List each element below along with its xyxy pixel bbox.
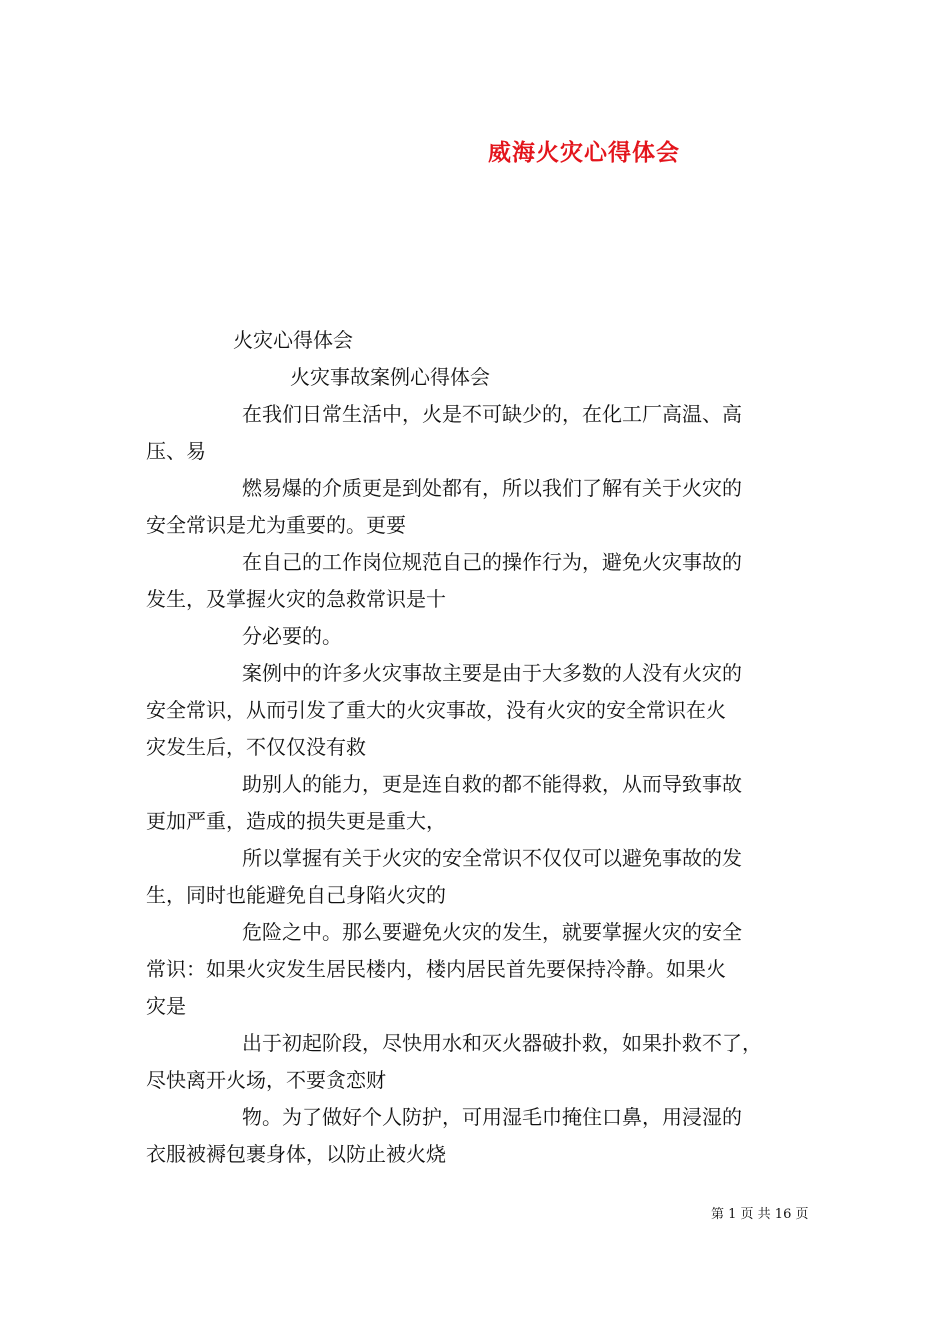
- document-body: [146, 322, 806, 1173]
- text-line: 在自己的工作岗位规范自己的操作行为，避免火灾事故的: [242, 550, 742, 574]
- page-number-footer: 第 1 页 共 16 页: [711, 1207, 809, 1222]
- text-line: 在我们日常生活中，火是不可缺少的，在化工厂高温、高: [242, 402, 742, 426]
- text-line: 燃易爆的介质更是到处都有，所以我们了解有关于火灾的: [242, 476, 742, 500]
- text-line: 更加严重，造成的损失更是重大，: [146, 809, 446, 833]
- text-line: 安全常识是尤为重要的。更要: [146, 513, 406, 537]
- text-line: 助别人的能力，更是连自救的都不能得救，从而导致事故: [242, 772, 742, 796]
- document-title: 威海火灾心得体会: [488, 139, 680, 166]
- text-line: 生，同时也能避免自己身陷火灾的: [146, 883, 446, 907]
- text-line: 所以掌握有关于火灾的安全常识不仅仅可以避免事故的发: [242, 846, 742, 870]
- text-line: 物。为了做好个人防护，可用湿毛巾掩住口鼻，用浸湿的: [242, 1105, 742, 1129]
- text-line: 安全常识，从而引发了重大的火灾事故，没有火灾的安全常识在火: [146, 698, 726, 722]
- section-subheading: 火灾事故案例心得体会: [290, 365, 490, 389]
- text-line: 案例中的许多火灾事故主要是由于大多数的人没有火灾的: [242, 661, 742, 685]
- text-line: 灾发生后，不仅仅没有救: [146, 735, 366, 759]
- section-heading: 火灾心得体会: [233, 328, 353, 352]
- text-line: 常识：如果火灾发生居民楼内，楼内居民首先要保持冷静。如果火: [146, 957, 726, 981]
- text-line: 尽快离开火场，不要贪恋财: [146, 1068, 386, 1092]
- text-line: 衣服被褥包裹身体，以防止被火烧: [146, 1142, 446, 1166]
- text-line: 分必要的。: [242, 624, 342, 648]
- text-line: 压、易: [146, 439, 206, 463]
- text-line: 出于初起阶段，尽快用水和灭火器破扑救，如果扑救不了，: [242, 1031, 762, 1055]
- text-line: 灾是: [146, 994, 186, 1018]
- text-line: 发生，及掌握火灾的急救常识是十: [146, 587, 446, 611]
- text-line: 危险之中。那么要避免火灾的发生，就要掌握火灾的安全: [242, 920, 742, 944]
